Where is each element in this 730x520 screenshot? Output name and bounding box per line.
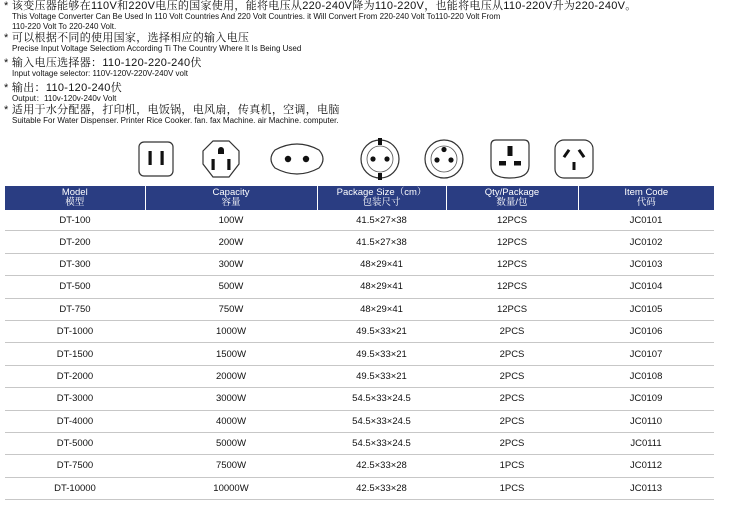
uk-plug-icon <box>487 136 533 182</box>
cell-capacity: 1500W <box>145 343 317 365</box>
cell-qty: 2PCS <box>446 388 578 410</box>
column-header-label: 代码 <box>636 197 656 208</box>
table-row <box>5 365 714 387</box>
cell-qty: 1PCS <box>446 477 578 499</box>
cell-capacity: 1000W <box>145 320 317 342</box>
note-en: Suitable For Water Dispenser. Printer Rice Cooker. fan. fax Machine. air Machine. computer. <box>12 116 339 125</box>
cell-item-code: JC0107 <box>578 343 714 365</box>
note-cn: * 输出：110-120-240伏 <box>4 82 123 94</box>
cell-capacity: 3000W <box>145 388 317 410</box>
cell-model: DT-10000 <box>5 477 145 499</box>
table-row <box>5 410 714 432</box>
cell-item-code: JC0103 <box>578 253 714 275</box>
cell-item-code: JC0101 <box>578 210 714 231</box>
column-header-label: 容量 <box>221 197 241 208</box>
product-spec-table <box>5 186 714 500</box>
cell-package-size: 48×29×41 <box>317 298 446 320</box>
cell-item-code: JC0110 <box>578 410 714 432</box>
plug-icons-row <box>0 136 730 182</box>
note-input-voltage <box>4 32 726 54</box>
cell-model: DT-5000 <box>5 432 145 454</box>
cell-qty: 2PCS <box>446 432 578 454</box>
cell-package-size: 49.5×33×21 <box>317 365 446 387</box>
note-input-selector <box>4 57 726 79</box>
cell-item-code: JC0109 <box>578 388 714 410</box>
table-row <box>5 432 714 454</box>
french-plug-icon <box>421 136 467 182</box>
cell-model: DT-300 <box>5 253 145 275</box>
note-en: This Voltage Converter Can Be Used In 110 Volt Countries And 220 Volt Countries. it Will Convert From 220-240 Volt To110-220 Volt From <box>12 12 501 21</box>
cell-model: DT-1000 <box>5 320 145 342</box>
column-header-package-size <box>317 186 446 210</box>
cell-model: DT-2000 <box>5 365 145 387</box>
note-output <box>4 82 726 104</box>
cell-package-size: 42.5×33×28 <box>317 477 446 499</box>
column-header-label: Model <box>61 186 88 198</box>
note-cn: * 可以根据不同的使用国家，选择相应的输入电压 <box>4 32 250 44</box>
table-row <box>5 343 714 365</box>
cell-capacity: 200W <box>145 231 317 253</box>
column-header-label: Capacity <box>212 186 250 198</box>
schuko-plug-icon <box>357 136 403 182</box>
note-en: Input voltage selector: 110V-120V-220V-240V volt <box>12 69 188 78</box>
feature-notes <box>4 0 726 126</box>
cell-package-size: 54.5×33×24.5 <box>317 388 446 410</box>
cell-package-size: 48×29×41 <box>317 253 446 275</box>
table-row <box>5 276 714 298</box>
cell-package-size: 54.5×33×24.5 <box>317 432 446 454</box>
column-header-label: 包装尺寸 <box>362 197 401 208</box>
note-en: Precise Input Voltage Selectiom According Ti The Country Where It Is Being Used <box>12 44 302 53</box>
cell-qty: 12PCS <box>446 253 578 275</box>
column-header-capacity <box>145 186 317 210</box>
column-header-label: 模型 <box>65 197 85 208</box>
cell-capacity: 7500W <box>145 455 317 477</box>
column-header-item-code <box>578 186 714 210</box>
au-plug-icon <box>551 136 597 182</box>
cell-model: DT-500 <box>5 276 145 298</box>
note-en: Output：110v-120v-240v Volt <box>12 94 117 103</box>
cell-qty: 2PCS <box>446 343 578 365</box>
column-header-model <box>5 186 145 210</box>
table-row <box>5 231 714 253</box>
cell-capacity: 4000W <box>145 410 317 432</box>
cell-capacity: 300W <box>145 253 317 275</box>
column-header-label: Item Code <box>624 186 669 198</box>
cell-model: DT-4000 <box>5 410 145 432</box>
cell-package-size: 42.5×33×28 <box>317 455 446 477</box>
table-row <box>5 320 714 342</box>
cell-qty: 2PCS <box>446 320 578 342</box>
table-row <box>5 455 714 477</box>
cell-item-code: JC0108 <box>578 365 714 387</box>
cell-item-code: JC0102 <box>578 231 714 253</box>
cell-qty: 12PCS <box>446 210 578 231</box>
cell-capacity: 2000W <box>145 365 317 387</box>
note-cn: * 该变压器能够在110V和220V电压的国家使用，能将电压从220-240V降为110-220V，也能将电压从110-220V升为220-240V。 <box>4 0 637 12</box>
cell-item-code: JC0111 <box>578 432 714 454</box>
us-grounded-plug-icon <box>198 136 244 182</box>
note-suitable-for <box>4 104 726 126</box>
column-header-label: Qty/Package <box>484 186 540 198</box>
table-row <box>5 253 714 275</box>
cell-model: DT-1500 <box>5 343 145 365</box>
column-header-label: Package Size（cm） <box>336 186 427 198</box>
us-plug-icon <box>133 136 179 182</box>
table-header-row <box>5 186 714 210</box>
note-cn: * 输入电压选择器：110-120-220-240伏 <box>4 57 202 69</box>
table-row <box>5 210 714 231</box>
cell-capacity: 10000W <box>145 477 317 499</box>
cell-package-size: 49.5×33×21 <box>317 320 446 342</box>
cell-package-size: 41.5×27×38 <box>317 231 446 253</box>
cell-item-code: JC0113 <box>578 477 714 499</box>
table-row <box>5 477 714 499</box>
cell-item-code: JC0112 <box>578 455 714 477</box>
table-row <box>5 298 714 320</box>
cell-package-size: 41.5×27×38 <box>317 210 446 231</box>
cell-model: DT-200 <box>5 231 145 253</box>
cell-qty: 12PCS <box>446 276 578 298</box>
note-cn: * 适用于水分配器，打印机，电饭锅，电风扇，传真机，空调，电脑 <box>4 104 340 116</box>
cell-package-size: 48×29×41 <box>317 276 446 298</box>
cell-capacity: 100W <box>145 210 317 231</box>
cell-qty: 1PCS <box>446 455 578 477</box>
cell-capacity: 750W <box>145 298 317 320</box>
cell-package-size: 54.5×33×24.5 <box>317 410 446 432</box>
cell-qty: 2PCS <box>446 410 578 432</box>
table-row <box>5 388 714 410</box>
eu-plug-icon <box>265 136 329 182</box>
cell-qty: 12PCS <box>446 231 578 253</box>
cell-capacity: 500W <box>145 276 317 298</box>
cell-model: DT-3000 <box>5 388 145 410</box>
note-en: 110-220 Volt To 220-240 Volt. <box>12 22 117 31</box>
cell-qty: 2PCS <box>446 365 578 387</box>
cell-qty: 12PCS <box>446 298 578 320</box>
cell-model: DT-7500 <box>5 455 145 477</box>
cell-model: DT-750 <box>5 298 145 320</box>
column-header-label: 数量/包 <box>496 197 528 208</box>
note-dual-voltage <box>4 0 726 32</box>
cell-package-size: 49.5×33×21 <box>317 343 446 365</box>
cell-item-code: JC0106 <box>578 320 714 342</box>
cell-model: DT-100 <box>5 210 145 231</box>
column-header-qty-package <box>446 186 578 210</box>
cell-item-code: JC0105 <box>578 298 714 320</box>
cell-item-code: JC0104 <box>578 276 714 298</box>
cell-capacity: 5000W <box>145 432 317 454</box>
